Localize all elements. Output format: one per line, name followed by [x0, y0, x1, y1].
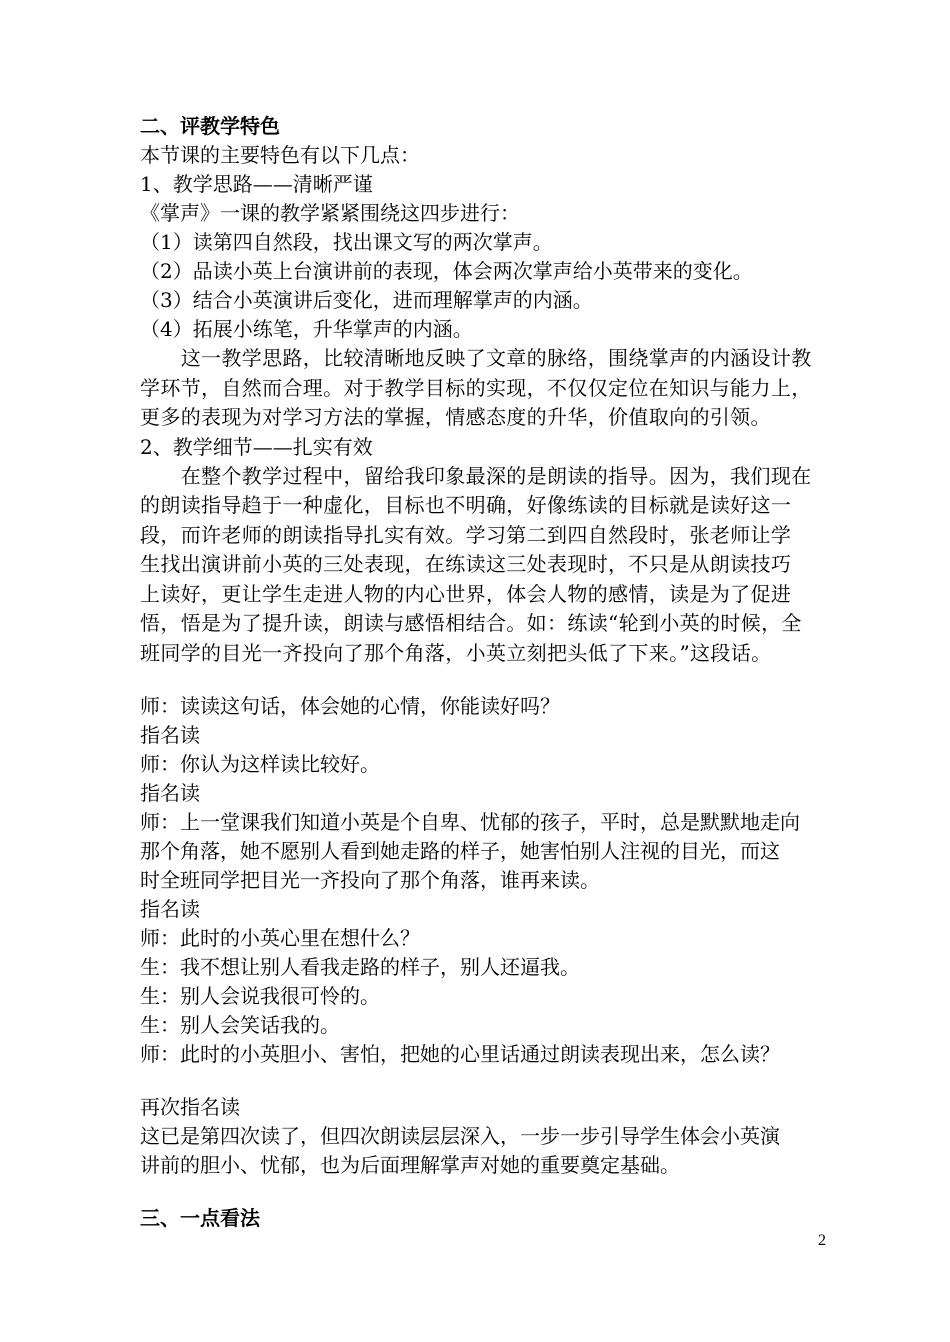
step-item: （2）品读小英上台演讲前的表现，体会两次掌声给小英带来的变化。: [140, 259, 753, 283]
paragraph-line: 的朗读指导趋于一种虚化，目标也不明确，好像练读的目标就是读好这一: [140, 493, 792, 517]
step-item: （3）结合小英演讲后变化，进而理解掌声的内涵。: [140, 288, 593, 312]
dialogue-line: 再次指名读: [140, 1095, 240, 1119]
dialogue-line: 这已是第四次读了，但四次朗读层层深入，一步一步引导学生体会小英演: [140, 1124, 780, 1148]
paragraph-line: 更多的表现为对学习方法的掌握，情感态度的升华，价值取向的引领。: [140, 405, 771, 429]
dialogue-line: 指名读: [140, 723, 200, 747]
paragraph-line: 上读好，更让学生走进人物的内心世界，体会人物的感情，读是为了促进: [140, 581, 792, 606]
dialogue-line: 生：别人会笑话我的。: [140, 1013, 340, 1037]
page-number: 2: [818, 1232, 826, 1249]
subheading: 2、教学细节——扎实有效: [140, 434, 373, 459]
lead-text: 《掌声》一课的教学紧紧围绕这四步进行：: [140, 201, 520, 225]
paragraph-line: 悟，悟是为了提升读，朗读与感悟相结合。如：练读“轮到小英的时候，全: [140, 611, 802, 635]
blank-line: [140, 1069, 835, 1093]
dialogue-line: 那个角落，她不愿别人看到她走路的样子，她害怕别人注视的目光，而这: [140, 839, 780, 863]
dialogue-line: 师：读读这句话，体会她的心情，你能读好吗？: [140, 694, 560, 718]
blank-line: [140, 1180, 835, 1204]
step-item: （4）拓展小练笔，升华掌声的内涵。: [140, 317, 473, 341]
dialogue-line: 师：上一堂课我们知道小英是个自卑、忧郁的孩子，平时，总是默默地走向: [140, 810, 800, 834]
paragraph-line: 在整个教学过程中，留给我印象最深的是朗读的指导。因为，我们现在: [140, 463, 812, 488]
paragraph-line: 这一教学思路，比较清晰地反映了文章的脉络，围绕掌声的内涵设计教: [140, 346, 812, 370]
paragraph-line: 生找出演讲前小英的三处表现，在练读这三处表现时，不只是从朗读技巧: [140, 552, 792, 576]
section-heading: 二、评教学特色: [140, 114, 280, 138]
document-page: [140, 112, 835, 1233]
blank-line: [140, 668, 835, 692]
step-item: （1）读第四自然段，找出课文写的两次掌声。: [140, 230, 553, 254]
dialogue-line: 生：我不想让别人看我走路的样子，别人还逼我。: [140, 955, 580, 979]
section-heading: 三、一点看法: [140, 1206, 260, 1230]
dialogue-line: 师：此时的小英胆小、害怕，把她的心里话通过朗读表现出来，怎么读？: [140, 1042, 780, 1066]
dialogue-line: 生：别人会说我很可怜的。: [140, 984, 380, 1008]
paragraph-line: 段，而许老师的朗读指导扎实有效。学习第二到四自然段时，张老师让学: [140, 522, 792, 547]
dialogue-line: 师：你认为这样读比较好。: [140, 752, 380, 776]
dialogue-line: 讲前的胆小、忧郁，也为后面理解掌声对她的重要奠定基础。: [140, 1153, 680, 1177]
subheading: 1、教学思路——清晰严谨: [140, 172, 373, 196]
intro-text: 本节课的主要特色有以下几点：: [140, 143, 420, 167]
dialogue-line: 指名读: [140, 897, 200, 921]
dialogue-line: 师：此时的小英心里在想什么？: [140, 926, 420, 950]
dialogue-line: 时全班同学把目光一齐投向了那个角落，谁再来读。: [140, 868, 600, 892]
paragraph-line: 班同学的目光一齐投向了那个角落，小英立刻把头低了下来。”这段话。: [140, 640, 772, 665]
dialogue-line: 指名读: [140, 781, 200, 805]
paragraph-line: 学环节，自然而合理。对于教学目标的实现，不仅仅定位在知识与能力上，: [140, 375, 812, 400]
